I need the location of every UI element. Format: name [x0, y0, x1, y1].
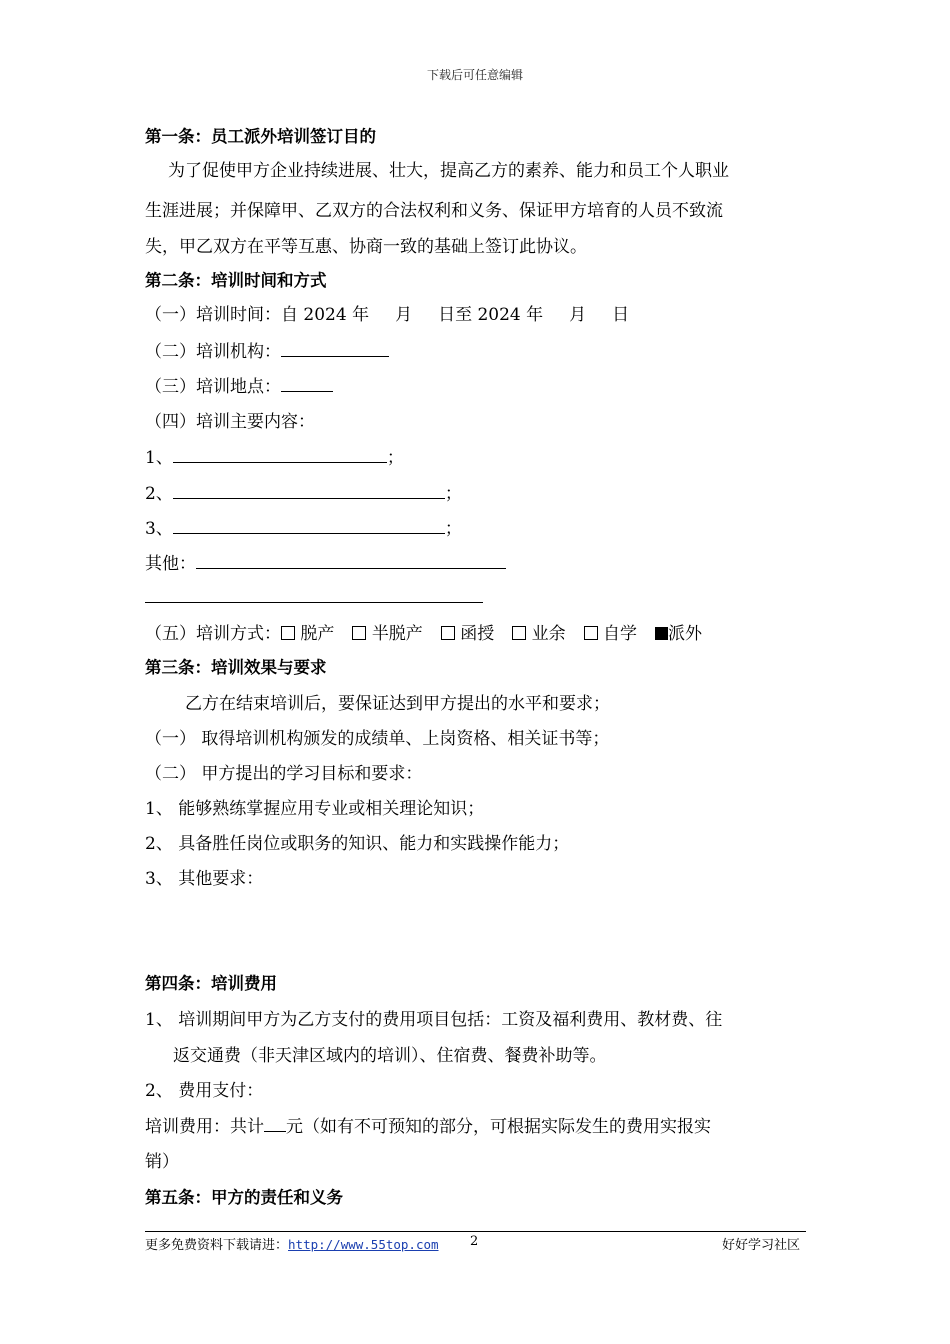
requirement-1: （一） 取得培训机构颁发的成绩单、上岗资格、相关证书等；: [145, 729, 610, 749]
content-item-3-end: ；: [444, 519, 462, 539]
training-mode-label: （五）培训方式：: [145, 624, 281, 644]
mode-option-self-study: 自学: [603, 624, 638, 644]
training-cost-blank: [264, 1114, 286, 1132]
checkbox-unchecked-icon: [512, 626, 526, 640]
article-1-line-3: 失，甲乙双方在平等互惠、协商一致的基础上签订此协议。: [145, 237, 587, 257]
other-content-blank-2: [145, 585, 483, 603]
training-time-line: [145, 303, 629, 327]
training-place-label: （三）培训地点：: [145, 377, 281, 397]
mode-option-part-time: 半脱产: [371, 624, 423, 644]
sub-requirement-2: 2、 具备胜任岗位或职务的知识、能力和实践操作能力；: [145, 834, 570, 854]
content-item-2-blank: [173, 481, 445, 499]
footer-left: [145, 1234, 439, 1253]
training-time-day-2: 日: [612, 305, 630, 325]
training-place-line: [145, 374, 333, 399]
article-4-title: 第四条：培训费用: [145, 974, 277, 993]
page-number: 2: [470, 1234, 479, 1249]
mode-option-full-time: 脱产: [300, 624, 335, 644]
article-3-intro: 乙方在结束培训后，要保证达到甲方提出的水平和要求；: [185, 694, 610, 714]
sub-requirement-3: 3、 其他要求：: [145, 869, 264, 889]
training-cost-line-2: 销）: [145, 1152, 179, 1172]
training-org-line: [145, 339, 389, 364]
fee-item-2: 2、 费用支付：: [145, 1081, 264, 1101]
content-item-1: [145, 445, 404, 470]
other-content-label: 其他：: [145, 554, 196, 574]
requirement-2: （二） 甲方提出的学习目标和要求：: [145, 764, 423, 784]
other-content-blank: [196, 551, 506, 569]
article-3-title: 第三条：培训效果与要求: [145, 658, 327, 677]
training-mode-line: [145, 622, 702, 646]
training-time-day-1: 日至 2024 年: [438, 305, 544, 325]
checkbox-unchecked-icon: [441, 626, 455, 640]
footer-link[interactable]: http://www.55top.com: [288, 1237, 439, 1252]
content-item-3-number: 3、: [145, 519, 173, 539]
mode-option-correspondence: 函授: [460, 624, 495, 644]
content-item-1-end: ；: [386, 448, 404, 468]
checkbox-checked-icon: [655, 627, 668, 640]
training-time-label: （一）培训时间：自 2024 年: [145, 305, 370, 325]
content-item-2-end: ；: [444, 484, 462, 504]
training-cost-line: [145, 1114, 711, 1139]
content-item-1-number: 1、: [145, 448, 173, 468]
training-cost-label: 培训费用：共计: [145, 1117, 264, 1137]
checkbox-unchecked-icon: [584, 626, 598, 640]
checkbox-unchecked-icon: [281, 626, 295, 640]
training-place-blank: [281, 374, 333, 392]
footer-divider: [145, 1231, 806, 1232]
other-content-line: [145, 551, 506, 576]
content-item-1-blank: [173, 445, 387, 463]
training-time-month-2: 月: [569, 305, 587, 325]
fee-item-1-line-1: 1、 培训期间甲方为乙方支付的费用项目包括：工资及福利费用、教材费、往: [145, 1010, 723, 1030]
fee-item-1-line-2: 返交通费（非天津区域内的培训）、住宿费、餐费补助等。: [173, 1046, 607, 1066]
training-cost-note: 元（如有不可预知的部分，可根据实际发生的费用实报实: [286, 1117, 711, 1137]
mode-option-external: 派外: [668, 624, 703, 644]
page-header: 下载后可任意编辑: [426, 68, 523, 82]
sub-requirement-1: 1、 能够熟练掌握应用专业或相关理论知识；: [145, 799, 485, 819]
training-time-month-1: 月: [395, 305, 413, 325]
training-org-label: （二）培训机构：: [145, 342, 281, 362]
content-item-2: [145, 481, 462, 506]
article-1-line-2: 生涯进展；并保障甲、乙双方的合法权利和义务、保证甲方培育的人员不致流: [145, 201, 723, 221]
article-5-title: 第五条：甲方的责任和义务: [145, 1188, 343, 1207]
content-item-3-blank: [173, 516, 445, 534]
other-content-line-2: [145, 585, 483, 610]
mode-option-spare-time: 业余: [531, 624, 566, 644]
article-2-title: 第二条：培训时间和方式: [145, 271, 327, 290]
training-org-blank: [281, 339, 389, 357]
article-1-line-1: 为了促使甲方企业持续进展、壮大，提高乙方的素养、能力和员工个人职业: [168, 161, 729, 181]
content-item-3: [145, 516, 462, 541]
content-item-2-number: 2、: [145, 484, 173, 504]
training-content-label: （四）培训主要内容：: [145, 412, 315, 432]
article-1-title: 第一条：员工派外培训签订目的: [145, 127, 376, 146]
footer-right: 好好学习社区: [722, 1238, 801, 1253]
footer-prefix: 更多免费资料下载请进：: [145, 1238, 289, 1253]
checkbox-unchecked-icon: [352, 626, 366, 640]
